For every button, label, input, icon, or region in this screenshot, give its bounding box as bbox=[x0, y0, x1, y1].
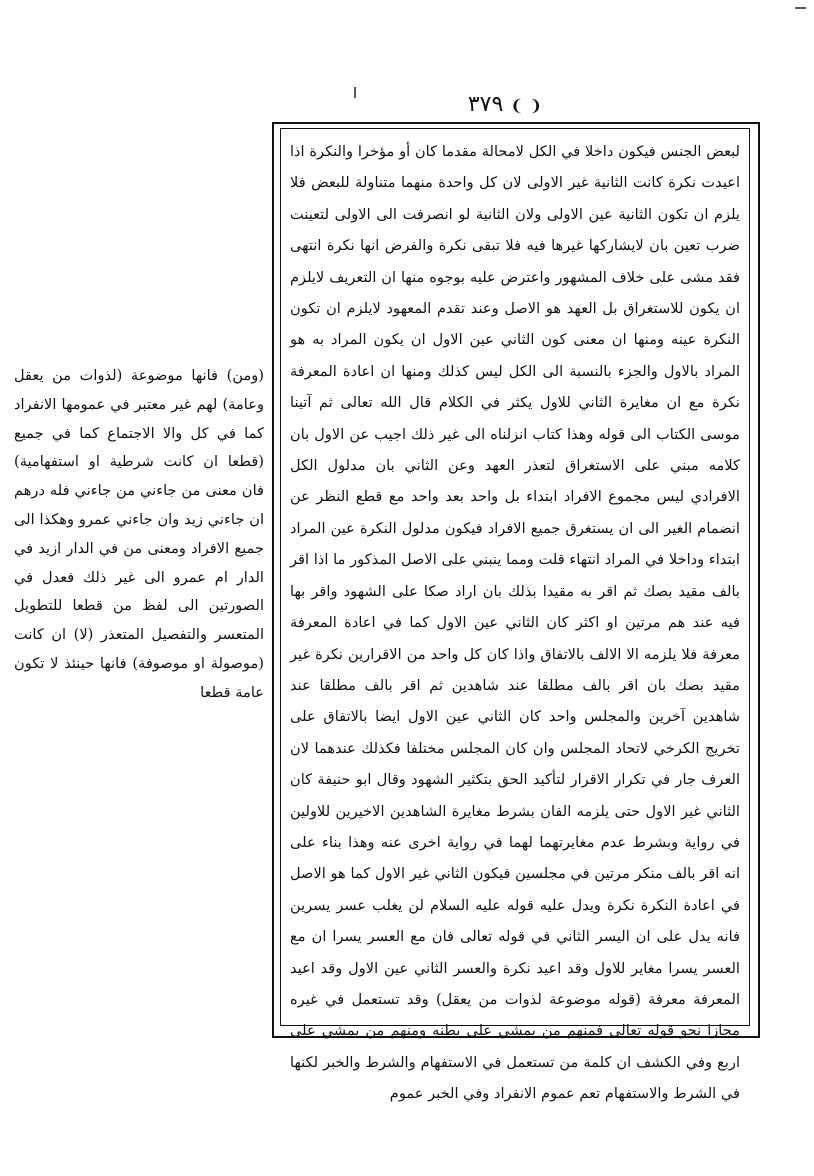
page-number bbox=[460, 92, 550, 118]
margin-note: (ومن) فانها موضوعة (لذوات من يعقل وعامة) لهم غير معتبر في عمومها الانفراد كما في كل والا الاجتماع كما في جميع (قطعا ان كانت شرطية او استفهامية) فان معنى من جاءني من جاءني فله درهم ان جاءني زيد وان جاءني عمرو وهكذا الى جميع الافراد ومعنى من في الدار ازيد في الدار ام عمرو الى غير ذلك فعدل في الصورتين الى لفظ من قطعا للتطويل المتعسر والتفصيل المتعذر (لا) ان كانت (موصولة او موصوفة) فانها حينئذ لا تكون عامة قطعا bbox=[14, 367, 264, 701]
corner-mark bbox=[795, 4, 807, 12]
main-text-paragraph: لبعض الجنس فيكون داخلا في الكل لامحالة مقدما كان أو مؤخرا والنكرة اذا اعيدت نكرة كانت الثانية غير الاولى لان كل واحدة منهما متناولة للبعض فلا يلزم ان تكون الثانية عين الاولى ولان الثانية لو انصرفت الى الاولى لتعينت ضرب تعين بان لايشاركها غيرها فيه فلا تبقى نكرة والفرض انها نكرة انتهى فقد مشى على خلاف المشهور واعترض عليه بوجوه منها ان التعريف لايلزم ان يكون للاستغراق بل العهد هو الاصل وعند تقدم المعهود لايلزم ان تكون النكرة عينه ومنها ان معنى كون الثاني عين الاول ان يكون المراد به هو المراد بالاول والجزء بالنسبة الى الكل ليس كذلك ومنها ان اعادة المعرفة نكرة مع ان مغايرة الثاني للاول يكثر في الكلام قال الله تعالى ثم آتينا موسى الكتاب الى قوله وهذا كتاب انزلناه الى غير ذلك اجيب عن الاول بان كلامه مبني على الاستغراق لتعذر العهد وعن الثاني بان مدلول الكل الافرادي ليس مجموع الافراد ابتداء بل واحد بعد واحد مع قطع النظر عن انضمام الغير الى ان يستغرق جميع الافراد فيكون مدلول النكرة عين المراد ابتداء وداخلا في المراد انتهاء قلت ومما ينبني على الاصل المذكور ما اذا اقر بالف مقيد بصك ثم اقر به مقيدا بذلك بان اراد صكا على الشهود واقر بها فيه عند هم مرتين او اكثر كان الثاني عين الاول كما في اعادة المعرفة معرفة فلا يلزمه الا الالف بالاتفاق واذا كان كل واحد من الاقرارين نكرة غير مقيد بصك بان اقر بالف مطلقا عند شاهدين ثم اقر بالف مطلقا عند شاهدين آخرين والمجلس واحد كان الثاني عين الاول ايضا بالاتفاق على تخريج الكرخي لاتحاد المجلس وان كان المجلس مختلفا فكذلك عندهما لان العرف جار في تكرار الاقرار لتأكيد الحق بتكثير الشهود وقال ابو حنيفة كان الثاني غير الاول حتى يلزمه الفان بشرط مغايرة الشاهدين الاخيرين للاولين في رواية وبشرط عدم مغايرتهما لهما في رواية اخرى عنه وهذا بناء على انه اقر بالف منكر مرتين في مجلسين فيكون الثاني غير الاول كما هو الاصل في اعادة النكرة نكرة ويدل عليه قوله عليه السلام لن يغلب عسر يسرين فانه يدل على ان اليسر الثاني في قوله تعالى فان مع العسر يسرا ان مع العسر يسرا مغاير للاول وقد اعيد نكرة والعسر الثاني عين الاول وقد اعيد المعرفة معرفة (قوله موضوعة لذوات من يعقل) وقد تستعمل في غيره مجازا نحو قوله تعالى فمنهم من يمشي على بطنه ومنهم من يمشي على اربع وفي الكشف ان كلمة من تستعمل في الاستفهام والشرط والخبر لكنها في الشرط والاستفهام تعم عموم الانفراد وفي الخبر عموم bbox=[290, 143, 740, 1103]
ink-mark bbox=[352, 86, 358, 100]
page-number-value: ٣٧٩ bbox=[467, 92, 504, 117]
main-text-block bbox=[290, 136, 740, 1103]
page-number-ornament: ❨ ❩ bbox=[510, 96, 543, 115]
